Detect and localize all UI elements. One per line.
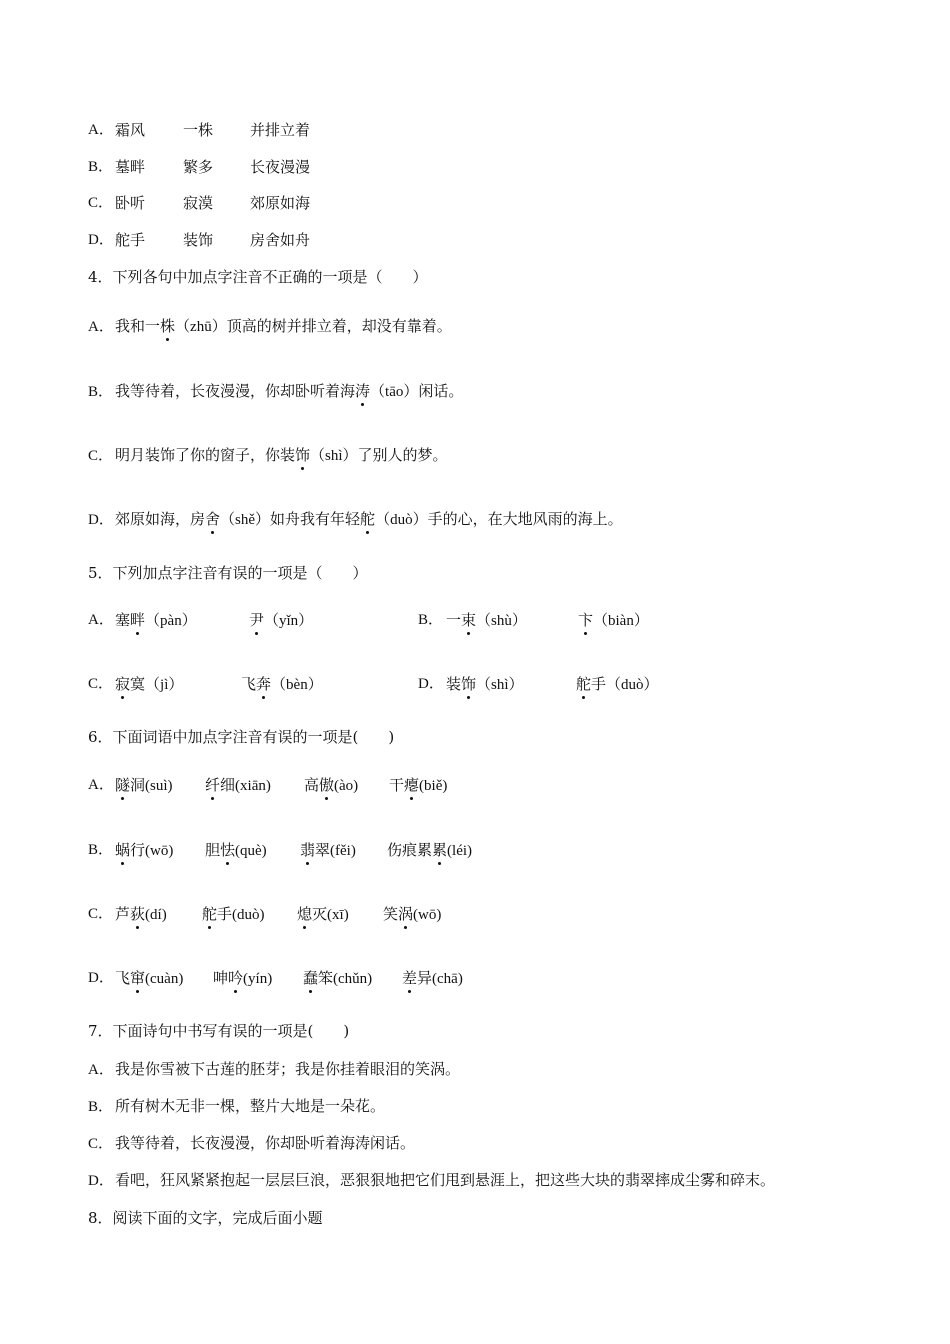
text: 呻 — [213, 969, 229, 987]
option-label: C． — [88, 448, 114, 464]
q7-stem: 7．下面诗句中书写有误的一项是( ) — [88, 1022, 350, 1040]
option-word: 房舍如舟 — [250, 231, 311, 249]
option-item — [576, 674, 659, 695]
dotted-char: 株 — [160, 317, 176, 335]
option-label: A． — [88, 319, 114, 335]
dotted-char: 寂 — [115, 675, 131, 693]
option-item — [578, 610, 649, 631]
option-text: 我是你雪被下古莲的胚芽；我是你挂着眼泪的笑涡。 — [115, 1060, 461, 1078]
text: 飞 — [241, 675, 257, 693]
dotted-char: 舵 — [360, 510, 376, 528]
option-item — [115, 904, 167, 925]
option-label: C． — [88, 1136, 114, 1152]
option-item — [213, 968, 272, 989]
dotted-char: 熄 — [297, 905, 313, 923]
option-label: D． — [88, 970, 114, 986]
option-label: A． — [88, 612, 114, 628]
pinyin: （shù） — [476, 613, 527, 629]
option-word: 郊原如海 — [250, 194, 311, 212]
q5-stem: 5．下列加点字注音有误的一项是（ ） — [88, 564, 368, 582]
pinyin: (què) — [235, 843, 267, 859]
dotted-char: 卞 — [578, 611, 594, 629]
text: 洞 — [130, 776, 146, 794]
text: 手 — [591, 675, 607, 693]
option-label: A． — [88, 777, 114, 793]
option-label: D． — [88, 512, 114, 528]
text: 伤痕累 — [387, 841, 433, 859]
option-word: 霜风 — [115, 121, 146, 139]
option-label: C． — [88, 676, 114, 692]
option-word: 墓畔 — [115, 158, 146, 176]
text: 顶高的树并排立着，却没有靠着。 — [226, 317, 452, 335]
q4-option-d — [88, 509, 623, 530]
option-label: C． — [88, 906, 114, 922]
dotted-char: 瘪 — [404, 776, 420, 794]
dotted-char: 涛 — [355, 382, 371, 400]
dotted-char: 傲 — [319, 776, 335, 794]
pinyin: （pàn） — [145, 613, 197, 629]
option-label: B． — [88, 1099, 114, 1115]
pinyin: (suì) — [145, 778, 173, 794]
text: 我等待着，长夜漫漫，你却卧听着海 — [115, 382, 356, 400]
pinyin: （jì） — [145, 677, 184, 693]
dotted-char: 累 — [432, 841, 448, 859]
option-label: B． — [88, 842, 114, 858]
pinyin: (biě) — [419, 778, 448, 794]
q7-option-c — [88, 1133, 415, 1154]
q7-option-d — [88, 1170, 775, 1191]
dotted-char: 饰 — [461, 675, 477, 693]
dotted-char: 束 — [461, 611, 477, 629]
option-item — [300, 840, 356, 861]
dotted-char: 差 — [402, 969, 418, 987]
text: 胆 — [205, 841, 221, 859]
dotted-char: 窜 — [130, 969, 146, 987]
pinyin: (ào) — [334, 778, 359, 794]
pinyin: (chā) — [432, 971, 463, 987]
option-item — [446, 674, 524, 695]
q4-option-a — [88, 316, 452, 337]
option-text: 所有树木无非一棵，整片大地是一朵花。 — [115, 1097, 386, 1115]
text: 干 — [389, 776, 405, 794]
option-item — [387, 840, 472, 861]
text: 飞 — [115, 969, 131, 987]
dotted-char: 舵 — [202, 905, 218, 923]
option-word: 繁多 — [183, 158, 214, 176]
text: 芦 — [115, 905, 131, 923]
pinyin: (wō) — [145, 843, 174, 859]
option-item — [205, 840, 267, 861]
option-label: B． — [418, 612, 444, 628]
option-item — [115, 610, 197, 631]
pinyin: (fěi) — [330, 843, 356, 859]
option-item — [297, 904, 349, 925]
q7-option-b — [88, 1096, 385, 1117]
text: 笑 — [383, 905, 399, 923]
dotted-char: 涡 — [398, 905, 414, 923]
option-word: 长夜漫漫 — [250, 158, 311, 176]
pinyin: （shě） — [220, 512, 271, 528]
dotted-char: 翡 — [300, 841, 316, 859]
text: 异 — [417, 969, 433, 987]
pinyin: (dí) — [145, 907, 167, 923]
pinyin: (yín) — [243, 971, 273, 987]
pinyin: （yǐn） — [264, 613, 314, 629]
dotted-char: 舍 — [205, 510, 221, 528]
pinyin: （shì） — [476, 677, 524, 693]
dotted-char: 荻 — [130, 905, 146, 923]
dotted-char: 畔 — [130, 611, 146, 629]
dotted-char: 纤 — [205, 776, 221, 794]
option-item — [115, 674, 183, 695]
option-item — [304, 775, 358, 796]
option-item — [389, 775, 447, 796]
option-label: B． — [88, 159, 114, 175]
text: 郊原如海，房 — [115, 510, 206, 528]
dotted-char: 饰 — [295, 446, 311, 464]
option-label: A． — [88, 122, 114, 138]
pinyin: (xī) — [327, 907, 349, 923]
pinyin: (duò) — [232, 907, 265, 923]
pinyin: （bèn） — [271, 677, 323, 693]
q7-option-a — [88, 1059, 460, 1080]
option-label: D． — [418, 676, 444, 692]
dotted-char: 吟 — [228, 969, 244, 987]
option-item — [383, 904, 441, 925]
text: 明月装饰了你的窗子，你装 — [115, 446, 296, 464]
text: 灭 — [312, 905, 328, 923]
text: 行 — [130, 841, 146, 859]
q8-stem: 8．阅读下面的文字，完成后面小题 — [88, 1209, 323, 1227]
pinyin: (xiān) — [235, 778, 271, 794]
option-item — [202, 904, 265, 925]
dotted-char: 蜗 — [115, 841, 131, 859]
dotted-char: 蠢 — [303, 969, 319, 987]
option-label: A． — [88, 1062, 114, 1078]
dotted-char: 隧 — [115, 776, 131, 794]
pinyin: （biàn） — [593, 613, 649, 629]
option-item — [115, 775, 173, 796]
q4-stem: 4．下列各句中加点字注音不正确的一项是（ ） — [88, 268, 428, 286]
pinyin: （duò） — [606, 677, 659, 693]
q6-stem: 6．下面词语中加点字注音有误的一项是( ) — [88, 728, 395, 746]
option-label: B． — [88, 384, 114, 400]
text: 手的心，在大地风雨的海上。 — [427, 510, 623, 528]
dotted-char: 舵 — [576, 675, 592, 693]
pinyin: （tāo） — [370, 384, 419, 400]
option-word: 舵手 — [115, 231, 146, 249]
text: 笨 — [318, 969, 334, 987]
dotted-char: 奔 — [256, 675, 272, 693]
text: 手 — [217, 905, 233, 923]
text: 高 — [304, 776, 320, 794]
text: 一 — [446, 611, 462, 629]
text: 翠 — [315, 841, 331, 859]
pinyin: （zhū） — [175, 319, 227, 335]
option-item — [303, 968, 372, 989]
pinyin: (wō) — [413, 907, 442, 923]
pinyin: (chǔn) — [333, 971, 373, 987]
option-item — [446, 610, 527, 631]
option-item — [115, 840, 173, 861]
dotted-char: 尹 — [249, 611, 265, 629]
pinyin: (cuàn) — [145, 971, 184, 987]
option-label: D． — [88, 1173, 114, 1189]
option-word: 卧听 — [115, 194, 146, 212]
option-item — [115, 968, 183, 989]
option-item — [249, 610, 313, 631]
option-label: D． — [88, 232, 114, 248]
q4-option-c — [88, 445, 448, 466]
option-item — [402, 968, 463, 989]
option-word: 一株 — [183, 121, 214, 139]
pinyin: （duò） — [375, 512, 428, 528]
text: 了别人的梦。 — [357, 446, 448, 464]
text: 细 — [220, 776, 236, 794]
text: 寞 — [130, 675, 146, 693]
pinyin: (léi) — [447, 843, 473, 859]
option-word: 寂漠 — [183, 194, 214, 212]
text: 塞 — [115, 611, 131, 629]
text: 如舟我有年轻 — [270, 510, 361, 528]
option-label: C． — [88, 195, 114, 211]
text: 闲话。 — [418, 382, 464, 400]
text: 装 — [446, 675, 462, 693]
option-word: 装饰 — [183, 231, 214, 249]
pinyin: （shì） — [310, 448, 358, 464]
q4-option-b — [88, 381, 463, 402]
dotted-char: 怯 — [220, 841, 236, 859]
option-item — [241, 674, 323, 695]
text: 我和一 — [115, 317, 161, 335]
option-text: 我等待着，长夜漫漫，你却卧听着海涛闲话。 — [115, 1134, 416, 1152]
option-item — [205, 775, 271, 796]
option-word: 并排立着 — [250, 121, 311, 139]
option-text: 看吧，狂风紧紧抱起一层层巨浪，恶狠狠地把它们甩到悬涯上，把这些大块的翡翠摔成尘雾和碎末。 — [115, 1171, 776, 1189]
